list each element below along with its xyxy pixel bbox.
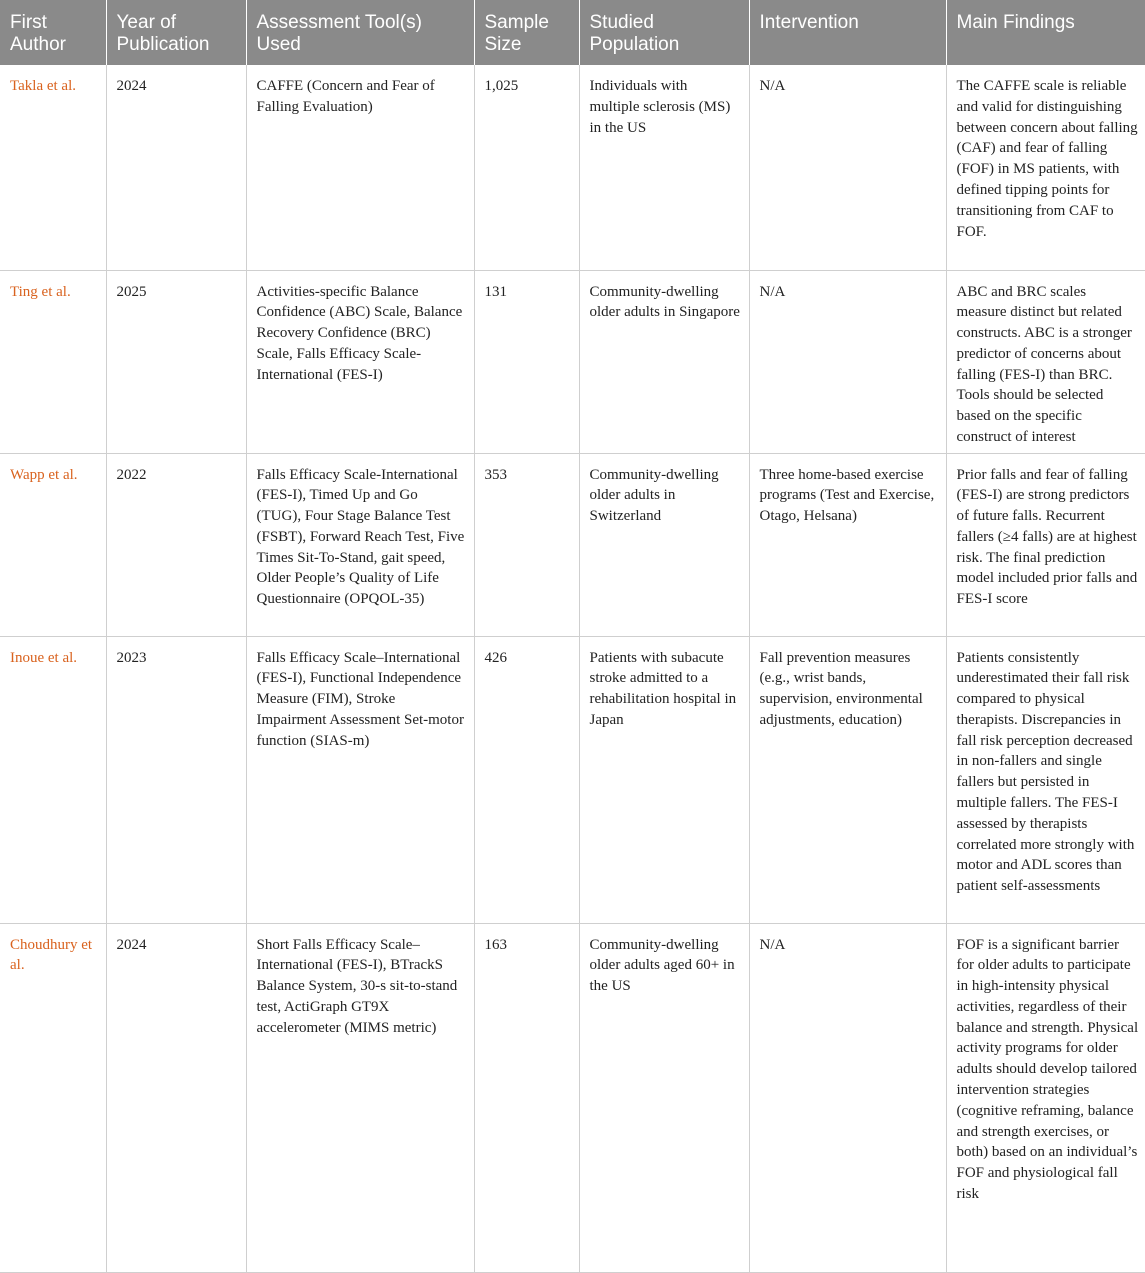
findings-cell: ABC and BRC scales measure distinct but related constructs. ABC is a stronger predictor of concerns about falling (FES-I) than BRC. Tools should be selected based on the specific construct of interest	[946, 270, 1145, 453]
table-row	[0, 270, 1145, 453]
header-first-author: First Author	[0, 0, 106, 65]
intervention-cell: N/A	[749, 65, 946, 270]
table-body	[0, 65, 1145, 1272]
header-row	[0, 0, 1145, 65]
year-cell: 2024	[106, 65, 246, 270]
intervention-cell: N/A	[749, 270, 946, 453]
sample-size-cell: 1,025	[474, 65, 579, 270]
tools-cell: Falls Efficacy Scale-International (FES-I), Timed Up and Go (TUG), Four Stage Balance Test (FSBT), Forward Reach Test, Five Times Sit-To-Stand, gait speed, Older People’s Quality of Life Questionnaire (OPQOL-35)	[246, 453, 474, 636]
header-sample-size: Sample Size	[474, 0, 579, 65]
table-row	[0, 636, 1145, 923]
tools-cell: Activities-specific Balance Confidence (ABC) Scale, Balance Recovery Confidence (BRC) Scale, Falls Efficacy Scale-International (FES-I)	[246, 270, 474, 453]
tools-cell: Falls Efficacy Scale–International (FES-I), Functional Independence Measure (FIM), Stroke Impairment Assessment Set-motor function (SIAS-m)	[246, 636, 474, 923]
year-cell: 2025	[106, 270, 246, 453]
sample-size-cell: 353	[474, 453, 579, 636]
sample-size-cell: 131	[474, 270, 579, 453]
tools-cell: CAFFE (Concern and Fear of Falling Evaluation)	[246, 65, 474, 270]
author-link[interactable]: Inoue et al.	[0, 636, 106, 923]
header-assessment-tools: Assessment Tool(s) Used	[246, 0, 474, 65]
intervention-cell: Fall prevention measures (e.g., wrist bands, supervision, environmental adjustments, education)	[749, 636, 946, 923]
population-cell: Community-dwelling older adults in Singapore	[579, 270, 749, 453]
tools-cell: Short Falls Efficacy Scale–International (FES-I), BTrackS Balance System, 30-s sit-to-stand test, ActiGraph GT9X accelerometer (MIMS metric)	[246, 923, 474, 1272]
table-row	[0, 65, 1145, 270]
author-link[interactable]: Ting et al.	[0, 270, 106, 453]
table-header	[0, 0, 1145, 65]
table-row	[0, 453, 1145, 636]
findings-cell: The CAFFE scale is reliable and valid for distinguishing between concern about falling (CAF) and fear of falling (FOF) in MS patients, with defined tipping points for transitioning from CAF to FOF.	[946, 65, 1145, 270]
population-cell: Community-dwelling older adults aged 60+ in the US	[579, 923, 749, 1272]
population-cell: Community-dwelling older adults in Switzerland	[579, 453, 749, 636]
author-link[interactable]: Takla et al.	[0, 65, 106, 270]
sample-size-cell: 163	[474, 923, 579, 1272]
findings-cell: Patients consistently underestimated their fall risk compared to physical therapists. Discrepancies in fall risk perception decreased in non-fallers and single fallers but persisted in multiple fallers. The FES-I assessed by therapists correlated more strongly with motor and ADL scores than patient self-assessments	[946, 636, 1145, 923]
population-cell: Individuals with multiple sclerosis (MS) in the US	[579, 65, 749, 270]
intervention-cell: N/A	[749, 923, 946, 1272]
header-main-findings: Main Findings	[946, 0, 1145, 65]
author-link[interactable]: Wapp et al.	[0, 453, 106, 636]
year-cell: 2023	[106, 636, 246, 923]
year-cell: 2024	[106, 923, 246, 1272]
intervention-cell: Three home-based exercise programs (Test and Exercise, Otago, Helsana)	[749, 453, 946, 636]
sample-size-cell: 426	[474, 636, 579, 923]
findings-cell: Prior falls and fear of falling (FES-I) are strong predictors of future falls. Recurrent fallers (≥4 falls) are at highest risk. The final prediction model included prior falls and FES-I score	[946, 453, 1145, 636]
findings-cell: FOF is a significant barrier for older adults to participate in high-intensity physical activities, regardless of their balance and strength. Physical activity programs for older adults should develop tailored intervention strategies (cognitive reframing, balance and strength exercises, or both) based on an individual’s FOF and physiological fall risk	[946, 923, 1145, 1272]
population-cell: Patients with subacute stroke admitted to a rehabilitation hospital in Japan	[579, 636, 749, 923]
header-year: Year of Publication	[106, 0, 246, 65]
header-intervention: Intervention	[749, 0, 946, 65]
header-studied-population: Studied Population	[579, 0, 749, 65]
table-row	[0, 923, 1145, 1272]
year-cell: 2022	[106, 453, 246, 636]
author-link[interactable]: Choudhury et al.	[0, 923, 106, 1272]
